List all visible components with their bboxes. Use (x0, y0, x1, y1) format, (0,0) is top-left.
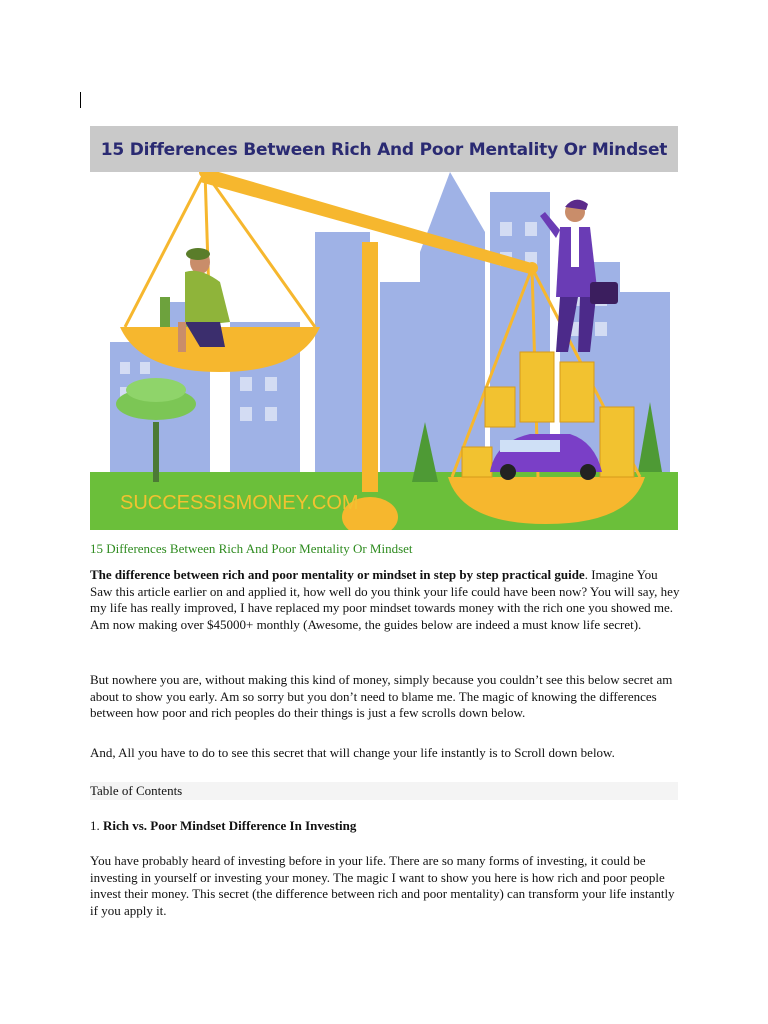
intro-text: . Imagine You Saw this article earlier on and applied it, how well do you think your life could have been now? You will say, hey my life has really improved, I have replaced my poor mindset towards money with the rich one you showed me. Am now making over $45000+ monthly (Awesome, the guides below are indeed a must know life secret). (90, 567, 680, 632)
intro-paragraph (90, 567, 680, 633)
paragraph-2: But nowhere you are, without making this kind of money, simply because you couldn’t see this below secret am about to show you early. Am so sorry but you don’t need to blame me. The magic of knowing the differences between how poor and rich peoples do their things is just a few scrolls down below. (90, 672, 673, 720)
watermark-text: SUCCESSISMONEY.COM (120, 492, 359, 514)
rich-poor-scale-illustration (90, 172, 678, 530)
intro-bold: The difference between rich and poor mentality or mindset in step by step practical guide (90, 567, 585, 582)
article-hero-image (90, 126, 678, 530)
section-1-heading (90, 818, 356, 834)
table-of-contents-toggle[interactable]: Table of Contents (90, 782, 678, 800)
image-title: 15 Differences Between Rich And Poor Mentality Or Mindset (100, 140, 668, 160)
section-number: 1. (90, 818, 100, 833)
image-caption: 15 Differences Between Rich And Poor Mentality Or Mindset (90, 541, 413, 556)
text-cursor (80, 92, 81, 108)
paragraph-3: And, All you have to do to see this secret that will change your life instantly is to Scroll down below. (90, 745, 615, 760)
section-title: Rich vs. Poor Mindset Difference In Investing (103, 818, 357, 833)
paragraph-4: You have probably heard of investing before in your life. There are so many forms of investing, it could be investing in yourself or investing your money. The magic I want to show you here is how rich and poor people invest their money. This secret (the difference between rich and poor mentality) can transform your life instantly if you apply it. (90, 853, 675, 918)
